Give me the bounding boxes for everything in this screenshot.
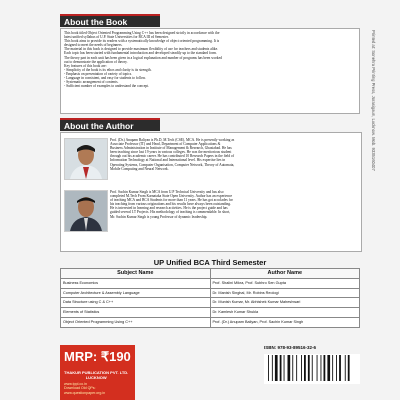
table-row bbox=[61, 298, 360, 308]
author2-photo bbox=[64, 190, 108, 232]
author2-bio-line: Prof. Sachin Kumar Singh is MCA from U.P Technical University and has also bbox=[110, 190, 224, 194]
author2-bio-line: his teaching from various originations and his results have always been outstanding. bbox=[110, 202, 231, 207]
about-author-heading: About the Author bbox=[60, 118, 160, 131]
author-cell: Dr. Kamlesh Kumar Shukla bbox=[210, 308, 360, 318]
author1-bio-line: Mobile Computing and Neural Network. bbox=[110, 166, 169, 171]
about-book-line: The theory part in each unit has been given in a logical explanation and number of programs has been worked bbox=[64, 55, 222, 60]
subject-cell: Elements of Statistics bbox=[61, 308, 211, 318]
website-link[interactable]: www.tppl.co.in bbox=[64, 382, 87, 386]
about-book-line: - Simplicity of the book is its ethos and clarity is its strength. bbox=[64, 67, 152, 72]
semester-title: UP Unified BCA Third Semester bbox=[153, 258, 267, 267]
author2-bio-line: guided several I.T Projects. His methodology of teaching is commendable. In short, bbox=[110, 210, 231, 215]
table-row bbox=[61, 278, 360, 288]
about-book-box bbox=[60, 28, 360, 114]
barcode bbox=[264, 354, 360, 384]
table-row bbox=[61, 317, 360, 327]
author1-bio-line: Operating Systems, Computer Organisation, Computer Network, Theory of Automata, bbox=[110, 162, 235, 167]
author2-bio-line: Mr. Sachin Kumar Singh is young Professor of dynamic leadership. bbox=[110, 214, 208, 219]
about-book-heading: About the Book bbox=[60, 14, 160, 27]
about-book-line: Key features of this book are: bbox=[64, 63, 107, 68]
table-row bbox=[61, 288, 360, 298]
author-cell: Prof. Shalini Mikra, Prof. Subhro Sen Gupta bbox=[210, 278, 360, 288]
subject-cell: Object Oriented Programming Using C++ bbox=[61, 317, 211, 327]
publisher-line: THAKUR PUBLICATION PVT. LTD. bbox=[64, 370, 129, 375]
about-book-line: The material in this book is designed to provide maximum flexibility of use for teachers and students alike. bbox=[64, 47, 219, 52]
about-book-line: - Systematic arrangement of contents. bbox=[64, 80, 119, 85]
author2-bio-line: He is interested in learning and research activities. He is the project guide and has bbox=[110, 206, 228, 211]
publisher-city: LUCKNOW bbox=[85, 375, 107, 380]
table-header-row bbox=[61, 269, 360, 279]
about-book-line: This book titled Object Oriented Programming Using C++ has been designed strictly in accordance with the bbox=[64, 31, 220, 35]
printer-spine-text: Printed at: Sonehra Printing Press, Jorasigaun, Lucknow. Mob. 9335160407 bbox=[371, 30, 376, 171]
author2-bio-line: completed M.Tech From Karnataka State Open University. Author has an experience bbox=[110, 194, 233, 199]
author1-bio-line: Associate Professor (IT) and Head, Department of Computer Applications & bbox=[110, 142, 221, 147]
subject-header: Subject Name bbox=[61, 269, 211, 279]
author2-bio bbox=[110, 190, 354, 219]
author1-bio-line: Information Technology at National and International level. His expertise lies in bbox=[110, 158, 226, 163]
author1-photo bbox=[64, 138, 108, 180]
author1-bio-line: through out his academic career. He has contributed 10 Research Papers in the field of bbox=[110, 154, 235, 159]
price-panel bbox=[60, 345, 135, 400]
about-book-line: - Emphasis on presentation of variety of topics. bbox=[64, 71, 133, 76]
author1-bio-line: been teaching since last 19 years in various colleges. He was the meritorious student bbox=[110, 150, 232, 155]
author-cell: Prof. (Dr.) Anupam Baliyan, Prof. Sachin Kumar Singh bbox=[210, 317, 360, 327]
isbn-label: ISBN: 978-93-89516-32-6 bbox=[264, 345, 317, 350]
about-book-line: - Sufficient number of examples to understand the concept. bbox=[64, 84, 150, 89]
mrp-price: MRP: ₹190 bbox=[64, 349, 131, 364]
about-book-line: designed to meet the needs of beginners. bbox=[64, 43, 123, 48]
about-book-line: Each topic has been started with fundamental introduction and developed steadily up to the standard form. bbox=[64, 51, 217, 56]
author1-bio-line: Prof. (Dr.) Anupam Baliyan is Ph.D, M.Tech (CSE), MCA. He is presently working as bbox=[110, 138, 235, 142]
table-row bbox=[61, 308, 360, 318]
author1-bio bbox=[110, 138, 354, 171]
about-book-text bbox=[64, 31, 356, 88]
publisher-name bbox=[64, 370, 128, 380]
about-book-line: latest unified syllabus of U.P. State Universities for BCA III rd Semester. bbox=[64, 35, 169, 40]
author2-bio-line: of teaching MCA and BCA Students for more than 11 years. He has got accolades for bbox=[110, 198, 233, 203]
publisher-web bbox=[64, 382, 135, 395]
about-book-line: This book aims to provide its readers with a systematically knowledge of object oriented programming. It is bbox=[64, 39, 220, 44]
author-cell: Dr. Manish Singhal, Mr. Robins Reologi bbox=[210, 288, 360, 298]
subject-cell: Business Economics bbox=[61, 278, 211, 288]
question-paper-link[interactable]: Download Old QPs: www.questionpaper.org.in bbox=[64, 386, 106, 395]
barcode-graphic bbox=[264, 354, 360, 384]
subject-table bbox=[60, 268, 360, 328]
author-cell: Dr. Munish Kumar, Mr. Abhishek Kumar Maheshwari bbox=[210, 298, 360, 308]
about-book-line: out to demonstrate the application of theory. bbox=[64, 59, 128, 64]
subject-cell: Data Structure using C & C++ bbox=[61, 298, 211, 308]
author1-bio-line: Business Administration in Institute of Management & Research, Ghaziabad. He has bbox=[110, 146, 232, 151]
subject-cell: Computer Architecture & Assembly Language bbox=[61, 288, 211, 298]
about-book-line: - Language in consistent, and easy for students to follow. bbox=[64, 76, 146, 81]
author-header: Author Name bbox=[210, 269, 360, 279]
